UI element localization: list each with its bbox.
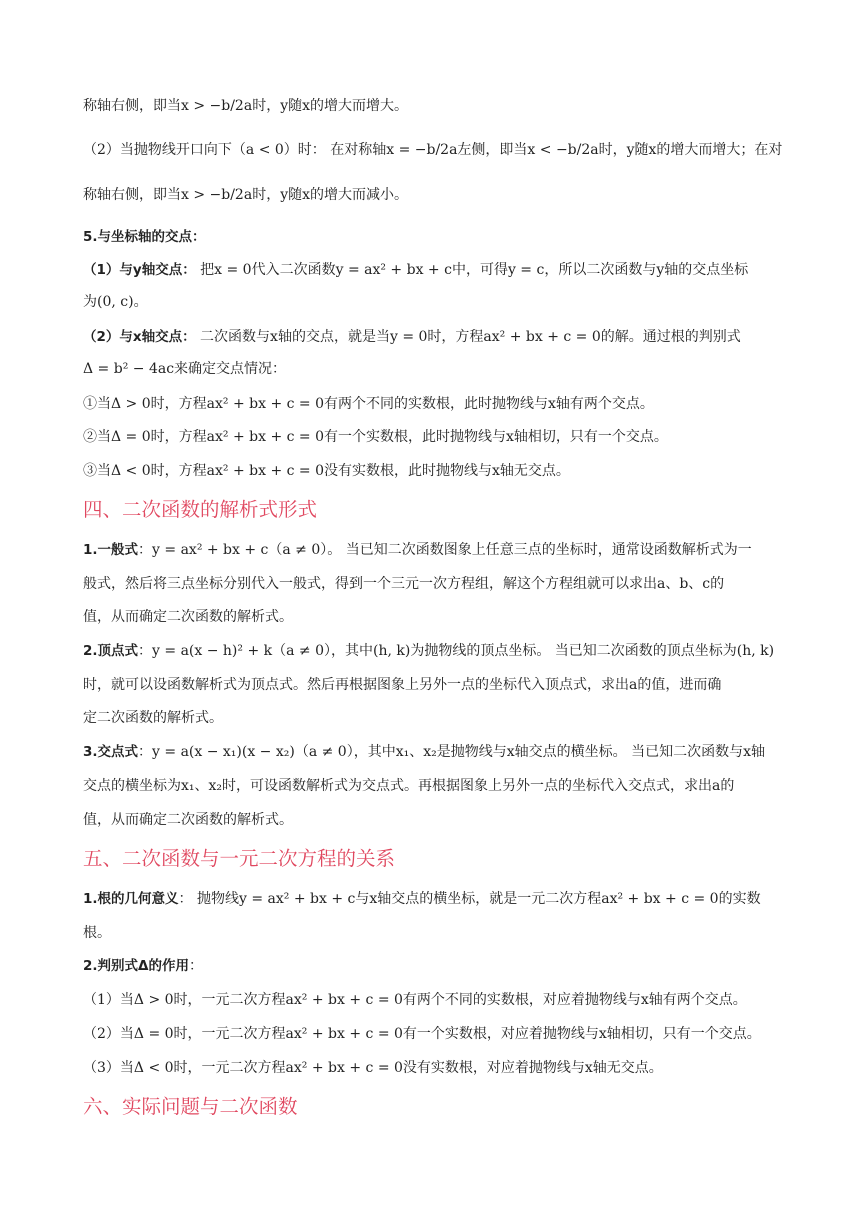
text-line: （1）与y轴交点： 把x = 0代入二次函数y = ax² + bx + c中，可得y = c，所以二次函数与y轴的交点坐标: [83, 262, 749, 278]
text-line: 定二次函数的解析式。: [83, 710, 223, 726]
text-line: 值，从而确定二次函数的解析式。: [83, 812, 293, 828]
text-line: 1.一般式：y = ax² + bx + c（a ≠ 0）。 当已知二次函数图象上任意三点的坐标时，通常设函数解析式为一: [83, 542, 752, 558]
text-line: 2.顶点式：y = a(x − h)² + k（a ≠ 0），其中(h, k)为抛物线的顶点坐标。 当已知二次函数的顶点坐标为(h, k): [83, 643, 775, 659]
text-line: （1）当Δ > 0时，一元二次方程ax² + bx + c = 0有两个不同的实数根，对应着抛物线与x轴有两个交点。: [83, 992, 747, 1008]
text-line: ③当Δ < 0时，方程ax² + bx + c = 0没有实数根，此时抛物线与x轴无交点。: [83, 463, 570, 479]
section-heading: 五、二次函数与一元二次方程的关系: [83, 847, 396, 870]
text-line: （2）当Δ = 0时，一元二次方程ax² + bx + c = 0有一个实数根，对应着抛物线与x轴相切，只有一个交点。: [83, 1026, 761, 1042]
text-line: （3）当Δ < 0时，一元二次方程ax² + bx + c = 0没有实数根，对应着抛物线与x轴无交点。: [83, 1060, 663, 1076]
text-line: 2.判别式Δ的作用：: [83, 958, 203, 974]
text-line: 时，就可以设函数解析式为顶点式。然后再根据图象上另外一点的坐标代入顶点式，求出a的值，进而确: [83, 677, 722, 693]
text-line: ①当Δ > 0时，方程ax² + bx + c = 0有两个不同的实数根，此时抛物线与x轴有两个交点。: [83, 396, 654, 412]
section-heading: 四、二次函数的解析式形式: [83, 498, 318, 521]
text-line: 称轴右侧，即当x > −b/2a时，y随x的增大而减小。: [83, 187, 408, 203]
text-line: ②当Δ = 0时，方程ax² + bx + c = 0有一个实数根，此时抛物线与x轴相切，只有一个交点。: [83, 429, 668, 445]
text-line: （2）当抛物线开口向下（a < 0）时： 在对称轴x = −b/2a左侧，即当x < −b/2a时，y随x的增大而增大；在对: [83, 142, 783, 158]
text-line: 3.交点式：y = a(x − x₁)(x − x₂)（a ≠ 0），其中x₁、x₂是抛物线与x轴交点的横坐标。 当已知二次函数与x轴: [83, 744, 765, 760]
text-line: （2）与x轴交点： 二次函数与x轴的交点，就是当y = 0时，方程ax² + bx + c = 0的解。通过根的判别式: [83, 329, 741, 345]
text-line: 交点的横坐标为x₁、x₂时，可设函数解析式为交点式。再根据图象上另外一点的坐标代入交点式，求出a的: [83, 778, 735, 794]
text-line: Δ = b² − 4ac来确定交点情况：: [83, 361, 287, 377]
text-line: 称轴右侧，即当x > −b/2a时，y随x的增大而增大。: [83, 98, 408, 114]
text-line: 为(0, c)。: [83, 294, 148, 310]
section-heading-5: 5.与坐标轴的交点：: [83, 229, 206, 245]
section-heading: 六、实际问题与二次函数: [83, 1095, 298, 1118]
text-line: 根。: [83, 925, 111, 941]
text-line: 般式，然后将三点坐标分别代入一般式，得到一个三元一次方程组，解这个方程组就可以求出a、b、c的: [83, 576, 725, 592]
text-line: 1.根的几何意义： 抛物线y = ax² + bx + c与x轴交点的横坐标，就是一元二次方程ax² + bx + c = 0的实数: [83, 891, 761, 907]
text-line: 值，从而确定二次函数的解析式。: [83, 609, 293, 625]
